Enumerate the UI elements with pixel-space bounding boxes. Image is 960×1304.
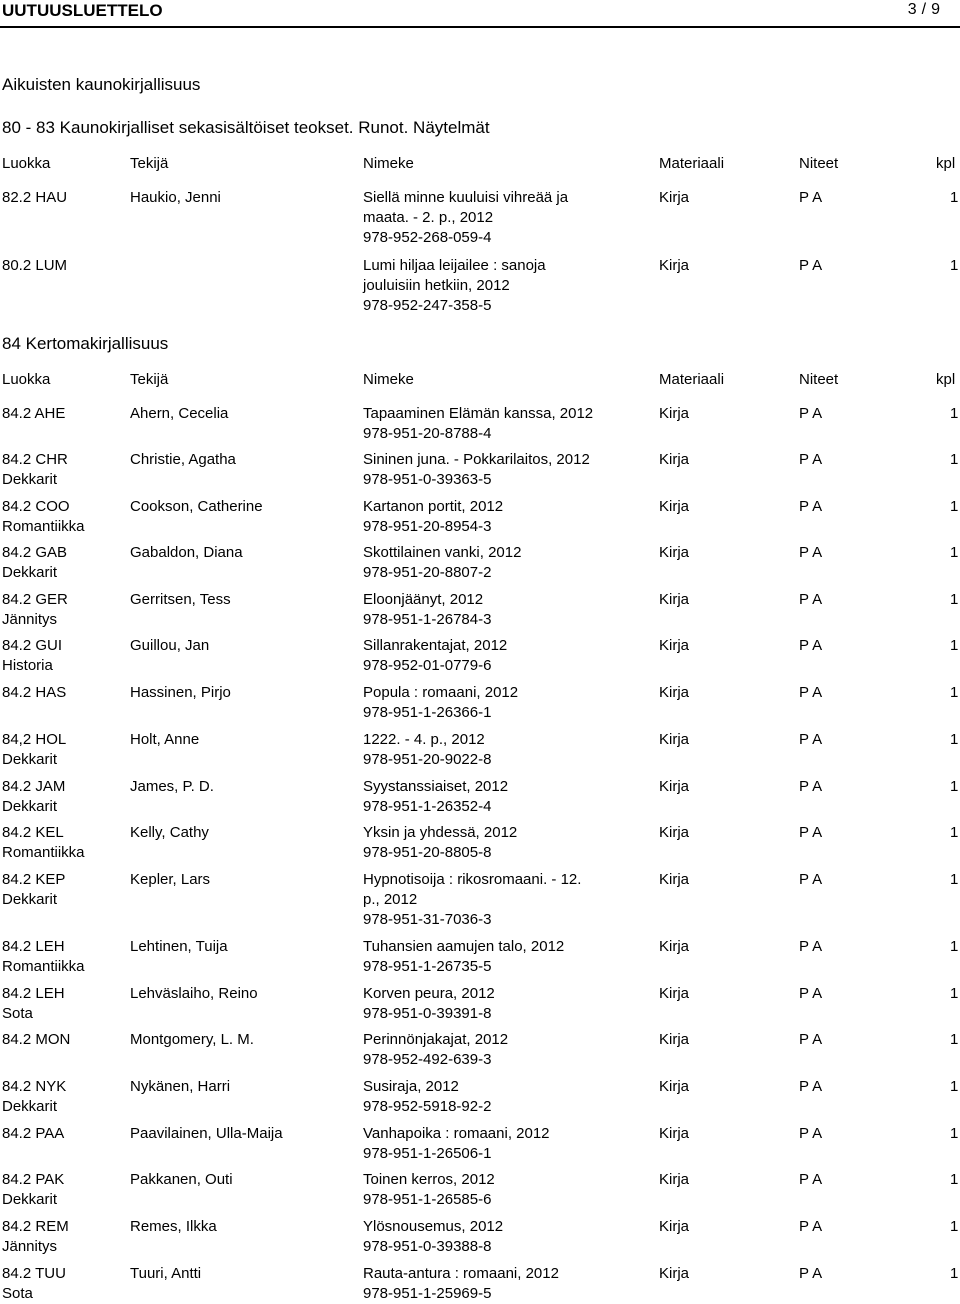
title-line: Perinnönjakajat, 2012 [363,1031,509,1048]
classification [2,1170,64,1210]
title-line: 1222. - 4. p., 2012 [363,731,485,748]
header-divider [0,26,960,28]
col-niteet: Niteet [799,155,839,172]
title-line: 978-951-20-8954-3 [363,518,492,535]
location: P A [799,985,823,1002]
class-code: 84.2 TUU [2,1265,66,1282]
col-niteet: Niteet [799,371,839,388]
copy-count: 1 [950,684,959,701]
location: P A [799,1031,823,1048]
class-code: 84.2 REM [2,1218,69,1235]
genre: Sota [2,1005,33,1022]
location: P A [799,257,823,274]
title-line: Siellä minne kuuluisi vihreää ja [363,189,569,206]
title-block [363,984,648,1024]
class-code: 84.2 KEP [2,871,66,888]
location: P A [799,451,823,468]
author: Kelly, Cathy [130,824,209,841]
copy-count: 1 [950,1218,959,1235]
genre: Dekkarit [2,564,58,581]
material: Kirja [659,1218,690,1235]
classification [2,823,85,863]
copy-count: 1 [950,778,959,795]
copy-count: 1 [950,1171,959,1188]
location: P A [799,1265,823,1282]
title-block [363,683,648,723]
location: P A [799,731,823,748]
classification [2,256,67,276]
title-line: 978-951-0-39388-8 [363,1238,492,1255]
copy-count: 1 [950,257,959,274]
author: James, P. D. [130,778,214,795]
genre: Sota [2,1285,33,1302]
copy-count: 1 [950,1125,959,1142]
title-line: 978-951-1-26366-1 [363,704,492,721]
material: Kirja [659,871,690,888]
material: Kirja [659,637,690,654]
title-block [363,730,648,770]
copy-count: 1 [950,544,959,561]
genre: Romantiikka [2,518,85,535]
location: P A [799,824,823,841]
title-block [363,823,648,863]
class-code: 84.2 PAA [2,1125,65,1142]
author: Ahern, Cecelia [130,405,229,422]
title-block [363,1030,648,1070]
classification [2,683,66,703]
genre: Dekkarit [2,1098,58,1115]
author: Gabaldon, Diana [130,544,243,561]
section-heading-84: 84 Kertomakirjallisuus [2,334,169,353]
location: P A [799,637,823,654]
copy-count: 1 [950,591,959,608]
genre: Jännitys [2,611,58,628]
genre: Dekkarit [2,798,58,815]
copy-count: 1 [950,637,959,654]
location: P A [799,1218,823,1235]
class-code: 84.2 JAM [2,778,66,795]
title-block [363,1264,648,1304]
material: Kirja [659,544,690,561]
author: Pakkanen, Outi [130,1171,233,1188]
genre: Dekkarit [2,891,58,908]
classification [2,543,67,583]
material: Kirja [659,257,690,274]
class-code: 84.2 GAB [2,544,68,561]
class-code: 84.2 CHR [2,451,68,468]
classification [2,636,62,676]
genre: Historia [2,657,53,674]
col-materiaali: Materiaali [659,155,725,172]
author: Holt, Anne [130,731,200,748]
material: Kirja [659,451,690,468]
title-line: maata. - 2. p., 2012 [363,209,494,226]
page-separator: / [921,1,927,18]
material: Kirja [659,1265,690,1282]
column-headers [0,155,960,175]
title-line: 978-951-1-26585-6 [363,1191,492,1208]
author: Guillou, Jan [130,637,210,654]
copy-count: 1 [950,451,959,468]
title-line: jouluisiin hetkiin, 2012 [363,277,510,294]
material: Kirja [659,591,690,608]
title-line: 978-951-1-26352-4 [363,798,492,815]
location: P A [799,498,823,515]
page-current: 3 [907,1,917,18]
title-line: 978-951-0-39363-5 [363,471,492,488]
class-code: 84.2 GER [2,591,68,608]
title-block [363,937,648,977]
author: Haukio, Jenni [130,189,221,206]
title-line: Syystanssiaiset, 2012 [363,778,509,795]
title-line: Yksin ja yhdessä, 2012 [363,824,518,841]
material: Kirja [659,405,690,422]
classification [2,777,65,817]
copy-count: 1 [950,938,959,955]
title-line: Tapaaminen Elämän kanssa, 2012 [363,405,594,422]
genre: Dekkarit [2,471,58,488]
title-line: 978-951-20-8807-2 [363,564,492,581]
location: P A [799,544,823,561]
author: Lehväslaiho, Reino [130,985,258,1002]
column-headers [0,371,960,391]
genre: Dekkarit [2,751,58,768]
class-code: 84.2 GUI [2,637,63,654]
location: P A [799,778,823,795]
class-code: 84.2 COO [2,498,70,515]
location: P A [799,591,823,608]
author: Paavilainen, Ulla-Maija [130,1125,283,1142]
material: Kirja [659,684,690,701]
col-tekija: Tekijä [130,155,169,172]
title-line: Sininen juna. - Pokkarilaitos, 2012 [363,451,590,468]
copy-count: 1 [950,1031,959,1048]
class-code: 84.2 AHE [2,405,66,422]
title-block [363,870,648,930]
material: Kirja [659,731,690,748]
classification [2,937,85,977]
col-kpl: kpl [936,155,956,172]
col-nimeke: Nimeke [363,371,414,388]
genre: Romantiikka [2,844,85,861]
title-line: 978-951-1-26784-3 [363,611,492,628]
title-block [363,636,648,676]
title-line: Rauta-antura : romaani, 2012 [363,1265,559,1282]
title-line: 978-952-247-358-5 [363,297,492,314]
class-code: 84.2 LEH [2,985,65,1002]
author: Montgomery, L. M. [130,1031,254,1048]
title-line: 978-951-1-26735-5 [363,958,492,975]
class-code: 84.2 PAK [2,1171,65,1188]
title-line: 978-952-01-0779-6 [363,657,492,674]
classification [2,984,65,1024]
genre: Dekkarit [2,1191,58,1208]
title-line: Eloonjäänyt, 2012 [363,591,484,608]
page-header [0,0,960,26]
author: Lehtinen, Tuija [130,938,228,955]
title-line: Ylösnousemus, 2012 [363,1218,504,1235]
material: Kirja [659,1171,690,1188]
title-line: 978-951-20-8805-8 [363,844,492,861]
title-line: Sillanrakentajat, 2012 [363,637,508,654]
classification [2,404,65,424]
author: Hassinen, Pirjo [130,684,231,701]
class-code: 80.2 LUM [2,257,68,274]
title-line: Tuhansien aamujen talo, 2012 [363,938,565,955]
copy-count: 1 [950,985,959,1002]
location: P A [799,189,823,206]
title-line: Skottilainen vanki, 2012 [363,544,522,561]
classification [2,730,66,770]
title-line: 978-952-5918-92-2 [363,1098,492,1115]
title-line: Korven peura, 2012 [363,985,495,1002]
classification [2,870,65,910]
title-line: Toinen kerros, 2012 [363,1171,495,1188]
title-line: 978-951-1-26506-1 [363,1145,492,1162]
title-block [363,777,648,817]
title-line: Vanhapoika : romaani, 2012 [363,1125,550,1142]
location: P A [799,684,823,701]
author: Nykänen, Harri [130,1078,231,1095]
col-luokka: Luokka [2,371,51,388]
classification [2,188,67,208]
title-block [363,1077,648,1117]
col-luokka: Luokka [2,155,51,172]
location: P A [799,1171,823,1188]
title-line: 978-951-20-9022-8 [363,751,492,768]
classification [2,450,68,490]
main-heading: Aikuisten kaunokirjallisuus [2,75,201,94]
material: Kirja [659,1125,690,1142]
title-line: Susiraja, 2012 [363,1078,459,1095]
location: P A [799,405,823,422]
title-line: Hypnotisoija : rikosromaani. - 12. [363,871,582,888]
class-code: 84,2 HOL [2,731,67,748]
page-total: 9 [931,1,940,18]
copy-count: 1 [950,731,959,748]
title-line: 978-951-0-39391-8 [363,1005,492,1022]
location: P A [799,938,823,955]
material: Kirja [659,985,690,1002]
title-block [363,543,648,583]
location: P A [799,1078,823,1095]
author: Tuuri, Antti [130,1265,202,1282]
title-line: p., 2012 [363,891,418,908]
title-block [363,590,648,630]
genre: Jännitys [2,1238,58,1255]
title-block [363,1124,648,1164]
title-line: 978-951-31-7036-3 [363,911,492,928]
title-block [363,256,648,316]
document-title: UUTUUSLUETTELO [2,1,163,20]
title-line: Popula : romaani, 2012 [363,684,519,701]
class-code: 84.2 LEH [2,938,65,955]
location: P A [799,1125,823,1142]
classification [2,590,68,630]
class-code: 84.2 MON [2,1031,71,1048]
location: P A [799,871,823,888]
col-nimeke: Nimeke [363,155,414,172]
author: Christie, Agatha [130,451,236,468]
copy-count: 1 [950,1078,959,1095]
title-line: 978-951-1-25969-5 [363,1285,492,1302]
material: Kirja [659,1031,690,1048]
copy-count: 1 [950,871,959,888]
title-line: 978-952-492-639-3 [363,1051,492,1068]
col-kpl: kpl [936,371,956,388]
class-code: 84.2 NYK [2,1078,67,1095]
material: Kirja [659,498,690,515]
classification [2,1077,66,1117]
section-heading-80-83: 80 - 83 Kaunokirjalliset sekasisältöiset teokset. Runot. Näytelmät [2,118,490,137]
title-block [363,1217,648,1257]
material: Kirja [659,824,690,841]
classification [2,1124,64,1144]
material: Kirja [659,189,690,206]
title-block [363,497,648,537]
author: Gerritsen, Tess [130,591,231,608]
classification [2,497,85,537]
title-block [363,404,648,444]
title-line: 978-951-20-8788-4 [363,425,492,442]
class-code: 84.2 HAS [2,684,67,701]
material: Kirja [659,778,690,795]
class-code: 84.2 KEL [2,824,64,841]
class-code: 82.2 HAU [2,189,68,206]
copy-count: 1 [950,405,959,422]
material: Kirja [659,1078,690,1095]
genre: Romantiikka [2,958,85,975]
col-tekija: Tekijä [130,371,169,388]
copy-count: 1 [950,1265,959,1282]
classification [2,1217,69,1257]
author: Cookson, Catherine [130,498,263,515]
title-block [363,1170,648,1210]
author: Kepler, Lars [130,871,211,888]
title-line: 978-952-268-059-4 [363,229,492,246]
copy-count: 1 [950,498,959,515]
classification [2,1264,66,1304]
material: Kirja [659,938,690,955]
copy-count: 1 [950,824,959,841]
author: Remes, Ilkka [130,1218,217,1235]
page-number [908,1,940,19]
col-materiaali: Materiaali [659,371,725,388]
copy-count: 1 [950,189,959,206]
title-block [363,450,648,490]
classification [2,1030,70,1050]
title-line: Kartanon portit, 2012 [363,498,504,515]
title-block [363,188,648,248]
title-line: Lumi hiljaa leijailee : sanoja [363,257,546,274]
